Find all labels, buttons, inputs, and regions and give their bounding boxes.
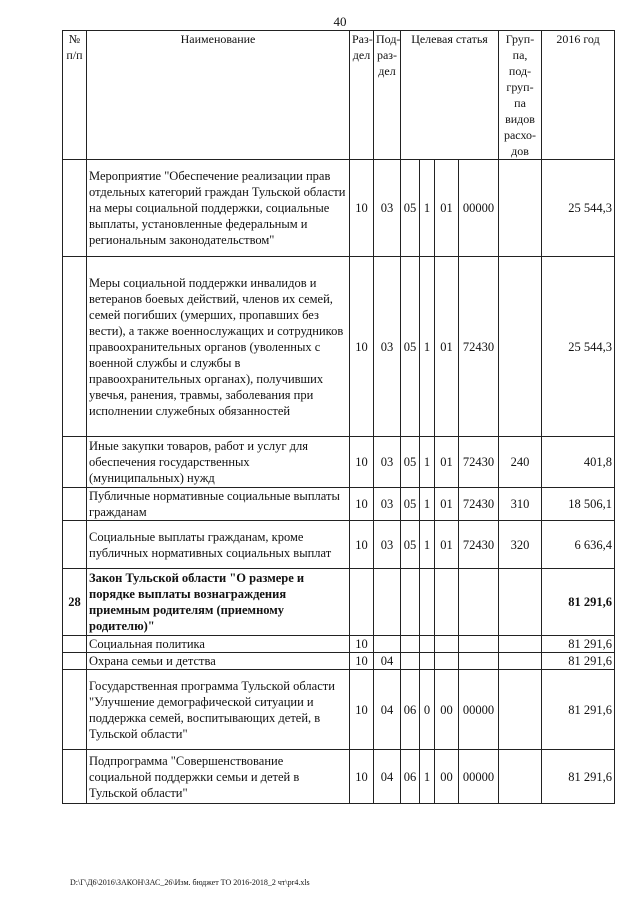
cell-podrazdel: 03 [374,257,401,437]
cell-target-2: 1 [420,437,435,488]
header-group: Груп-па, под-груп-па видов расхо-дов [499,31,542,160]
cell-target-3 [435,653,459,670]
cell-no [63,488,87,521]
cell-group [499,569,542,636]
cell-podrazdel: 03 [374,488,401,521]
table-row [63,750,615,804]
cell-razdel: 10 [350,636,374,653]
table-row [63,437,615,488]
cell-group: 310 [499,488,542,521]
table-row [63,488,615,521]
cell-target-3 [435,636,459,653]
cell-target-2 [420,653,435,670]
cell-sum: 401,8 [542,437,615,488]
cell-name: Публичные нормативные социальные выплаты гражданам [87,488,350,521]
table-header-row [63,31,615,160]
cell-target-4: 72430 [459,437,499,488]
cell-target-2: 1 [420,750,435,804]
table-row [63,257,615,437]
cell-no [63,750,87,804]
cell-target-3: 01 [435,160,459,257]
cell-razdel: 10 [350,488,374,521]
cell-sum: 25 544,3 [542,257,615,437]
cell-razdel: 10 [350,257,374,437]
cell-podrazdel [374,569,401,636]
header-razdel: Раз-дел [350,31,374,160]
cell-sum: 81 291,6 [542,653,615,670]
cell-no [63,653,87,670]
cell-target-1 [401,569,420,636]
cell-sum: 81 291,6 [542,670,615,750]
cell-name: Охрана семьи и детства [87,653,350,670]
cell-name: Социальные выплаты гражданам, кроме публичных нормативных социальных выплат [87,521,350,569]
cell-group: 240 [499,437,542,488]
cell-target-3: 01 [435,488,459,521]
cell-target-4: 00000 [459,160,499,257]
table-row [63,670,615,750]
cell-name: Меры социальной поддержки инвалидов и ветеранов боевых действий, членов их семей, семей погибших (умерших, пропавших без вести), а также военнослужащих и сотрудников правоохранительных органов (уволенных с военной службы и службы в правоохранительных органах), получивших увечья, ранения, травмы, заболевания при исполнении служебных обязанностей [87,257,350,437]
cell-target-4: 00000 [459,670,499,750]
cell-no [63,257,87,437]
cell-target-2: 1 [420,521,435,569]
cell-group [499,750,542,804]
cell-podrazdel: 04 [374,750,401,804]
cell-target-4: 72430 [459,488,499,521]
cell-name: Подпрограмма "Совершенствование социальной поддержки семьи и детей в Тульской области" [87,750,350,804]
cell-target-2: 1 [420,160,435,257]
cell-sum: 25 544,3 [542,160,615,257]
cell-group [499,257,542,437]
cell-name: Мероприятие "Обеспечение реализации прав отдельных категорий граждан Тульской области на меры социальной поддержки, социальные выплаты, установленные федеральным и региональным законодательством" [87,160,350,257]
cell-podrazdel: 03 [374,437,401,488]
cell-target-3: 00 [435,670,459,750]
cell-razdel: 10 [350,521,374,569]
cell-razdel [350,569,374,636]
cell-no: 28 [63,569,87,636]
cell-podrazdel: 04 [374,670,401,750]
cell-razdel: 10 [350,160,374,257]
cell-sum: 81 291,6 [542,569,615,636]
header-name: Наименование [87,31,350,160]
cell-no [63,636,87,653]
cell-podrazdel: 03 [374,160,401,257]
cell-target-2 [420,569,435,636]
file-path-footer: D:\Г\Д6\2016\ЗАКОН\ЗАС_26\Изм. бюджет ТО 2016-2018_2 чт\pr4.xls [70,878,310,887]
cell-target-4 [459,636,499,653]
page-number: 40 [333,14,347,29]
header-podrazdel: Под-раз-дел [374,31,401,160]
cell-target-3 [435,569,459,636]
cell-group [499,670,542,750]
cell-sum: 81 291,6 [542,750,615,804]
cell-sum: 81 291,6 [542,636,615,653]
cell-group [499,636,542,653]
cell-target-1: 05 [401,437,420,488]
cell-target-1: 06 [401,670,420,750]
cell-target-1: 05 [401,488,420,521]
cell-target-3: 01 [435,257,459,437]
cell-target-2 [420,636,435,653]
header-target: Целевая статья [401,31,499,160]
cell-target-4 [459,569,499,636]
cell-target-3: 01 [435,437,459,488]
table-row [63,160,615,257]
cell-target-4 [459,653,499,670]
cell-podrazdel [374,636,401,653]
cell-target-1: 05 [401,160,420,257]
table-row [63,653,615,670]
cell-target-1 [401,653,420,670]
cell-target-4: 00000 [459,750,499,804]
cell-group [499,653,542,670]
cell-podrazdel: 03 [374,521,401,569]
cell-group: 320 [499,521,542,569]
cell-name: Закон Тульской области "О размере и порядке выплаты вознаграждения приемным родителям (приемному родителю)" [87,569,350,636]
cell-razdel: 10 [350,750,374,804]
cell-target-4: 72430 [459,257,499,437]
table-row [63,521,615,569]
cell-target-2: 1 [420,488,435,521]
cell-sum: 6 636,4 [542,521,615,569]
table-row-law [63,569,615,636]
table-row [63,636,615,653]
cell-target-2: 1 [420,257,435,437]
cell-no [63,437,87,488]
cell-target-4: 72430 [459,521,499,569]
cell-podrazdel: 04 [374,653,401,670]
cell-target-3: 01 [435,521,459,569]
cell-target-1: 05 [401,257,420,437]
header-no: № п/п [63,31,87,160]
cell-target-1: 06 [401,750,420,804]
cell-razdel: 10 [350,670,374,750]
cell-target-2: 0 [420,670,435,750]
cell-target-3: 00 [435,750,459,804]
budget-table [62,30,615,804]
cell-no [63,521,87,569]
cell-name: Государственная программа Тульской области "Улучшение демографической ситуации и поддержка семей, воспитывающих детей, в Тульской области" [87,670,350,750]
cell-razdel: 10 [350,437,374,488]
cell-sum: 18 506,1 [542,488,615,521]
cell-target-1 [401,636,420,653]
cell-no [63,670,87,750]
cell-target-1: 05 [401,521,420,569]
cell-razdel: 10 [350,653,374,670]
cell-name: Иные закупки товаров, работ и услуг для обеспечения государственных (муниципальных) нужд [87,437,350,488]
cell-no [63,160,87,257]
cell-name: Социальная политика [87,636,350,653]
cell-group [499,160,542,257]
header-year: 2016 год [542,31,615,160]
